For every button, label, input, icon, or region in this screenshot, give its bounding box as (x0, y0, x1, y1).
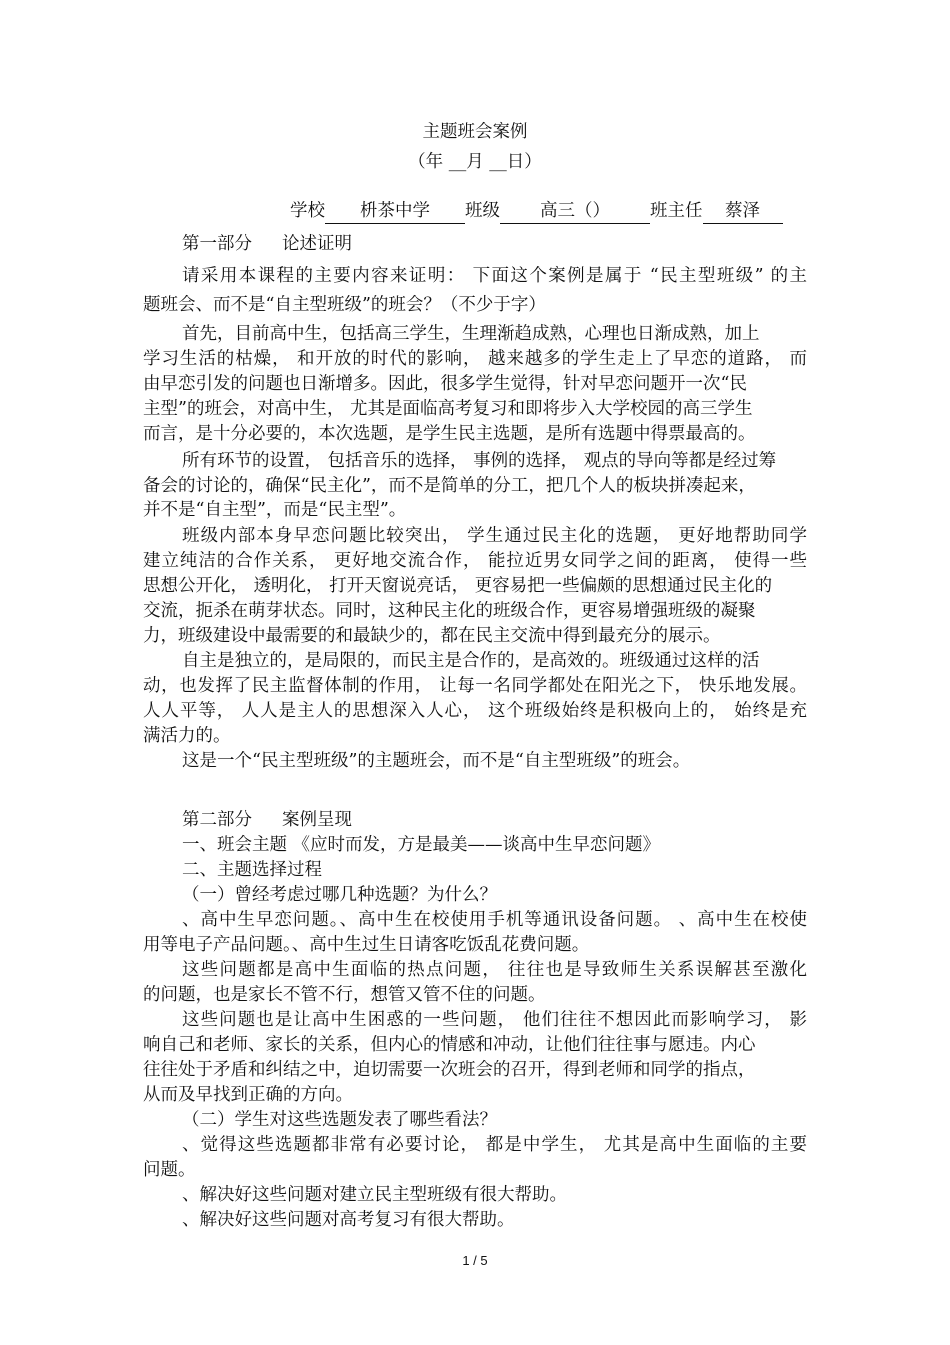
paragraph-line: 力，班级建设中最需要的和最缺少的，都在民主交流中得到最充分的展示。 (143, 626, 721, 646)
class-value: 高三（） (500, 197, 650, 224)
paragraph-line: 往往处于矛盾和纠结之中，迫切需要一次班会的召开，得到老师和同学的指点， (143, 1060, 756, 1080)
paragraph-line: 所有环节的设置， 包括音乐的选择， 事例的选择， 观点的导向等都是经过筹 (182, 451, 777, 471)
paragraph-line: 首先，目前高中生，包括高三学生，生理渐趋成熟，心理也日渐成熟，加上 (182, 324, 760, 344)
school-value: 枡茶中学 (325, 197, 465, 224)
part2-heading-title: 案例呈现 (282, 810, 352, 830)
part1-heading-num: 第一部分 (182, 234, 252, 254)
paragraph-line: 一、班会主题 《应时而发，方是最美——谈高中生早恋问题》 (182, 835, 661, 855)
paragraph-line: 二、主题选择过程 (182, 860, 322, 880)
paragraph-line: 建立纯洁的合作关系， 更好地交流合作， 能拉近男女同学之间的距离， 使得一些 (143, 551, 807, 571)
paragraph-line: 动，也发挥了民主监督体制的作用， 让每一名同学都处在阳光之下， 快乐地发展。 (143, 676, 807, 696)
paragraph-line: 思想公开化， 透明化， 打开天窗说亮话， 更容易把一些偏颇的思想通过民主化的 (143, 576, 773, 596)
part1-heading (182, 236, 352, 254)
paragraph-line: 这些问题都是高中生面临的热点问题， 往往也是导致师生关系误解甚至激化 (182, 960, 807, 980)
paragraph-line: 、解决好这些问题对建立民主型班级有很大帮助。 (182, 1185, 567, 1205)
paragraph-line: 交流，扼杀在萌芽状态。同时，这种民主化的班级合作，更容易增强班级的凝聚 (143, 601, 756, 621)
paragraph-line: 请采用本课程的主要内容来证明： 下面这个案例是属于 “民主型班级” 的主 (182, 266, 807, 286)
date-line: （年 __月 __日） (408, 152, 542, 172)
paragraph-line: 由早恋引发的问题也日渐增多。因此，很多学生觉得，针对早恋问题开一次“民 (143, 374, 747, 394)
paragraph-line: 备会的讨论的，确保“民主化”，而不是简单的分工，把几个人的板块拼凑起来， (143, 476, 756, 496)
paragraph-line: 这是一个“民主型班级”的主题班会，而不是“自主型班级”的班会。 (182, 751, 691, 771)
teacher-value: 蔡泽 (703, 197, 783, 224)
paragraph-line: 、解决好这些问题对高考复习有很大帮助。 (182, 1210, 515, 1230)
school-label: 学校 (290, 201, 325, 221)
paragraph-line: （二）学生对这些选题发表了哪些看法？ (182, 1110, 497, 1130)
part2-heading-num: 第二部分 (182, 810, 252, 830)
paragraph-line: 从而及早找到正确的方向。 (143, 1085, 353, 1105)
info-row (290, 197, 783, 224)
part1-heading-title: 论述证明 (282, 234, 352, 254)
paragraph-line: 题班会、而不是“自主型班级”的班会？（不少于字） (143, 295, 546, 315)
part2-heading (182, 812, 352, 830)
page-number: 1 / 5 (462, 1253, 488, 1268)
paragraph-line: 学习生活的枯燥， 和开放的时代的影响， 越来越多的学生走上了早恋的道路， 而 (143, 349, 807, 369)
paragraph-line: 响自己和老师、家长的关系，但内心的情感和冲动，让他们往往事与愿违。内心 (143, 1035, 756, 1055)
document-title: 主题班会案例 (422, 122, 528, 142)
paragraph-line: 满活力的。 (143, 726, 231, 746)
paragraph-line: 班级内部本身早恋问题比较突出， 学生通过民主化的选题， 更好地帮助同学 (182, 526, 807, 546)
paragraph-line: 并不是“自主型”，而是“民主型”。 (143, 500, 407, 520)
paragraph-line: 、觉得这些选题都非常有必要讨论， 都是中学生， 尤其是高中生面临的主要 (182, 1135, 807, 1155)
teacher-label: 班主任 (650, 201, 703, 221)
paragraph-line: 自主是独立的，是局限的，而民主是合作的，是高效的。班级通过这样的活 (182, 651, 760, 671)
paragraph-line: 主型”的班会，对高中生， 尤其是面临高考复习和即将步入大学校园的高三学生 (143, 399, 753, 419)
paragraph-line: 用等电子产品问题。、高中生过生日请客吃饭乱花费问题。 (143, 935, 590, 955)
paragraph-line: 这些问题也是让高中生困惑的一些问题， 他们往往不想因此而影响学习， 影 (182, 1010, 807, 1030)
paragraph-line: 、高中生早恋问题。、高中生在校使用手机等通讯设备问题。 、高中生在校使 (182, 910, 807, 930)
paragraph-line: 问题。 (143, 1160, 196, 1180)
paragraph-line: 而言，是十分必要的，本次选题，是学生民主选题，是所有选题中得票最高的。 (143, 424, 756, 444)
paragraph-line: 人人平等， 人人是主人的思想深入人心， 这个班级始终是积极向上的， 始终是充 (143, 701, 807, 721)
paragraph-line: 的问题，也是家长不管不行，想管又管不住的问题。 (143, 985, 546, 1005)
class-label: 班级 (465, 201, 500, 221)
paragraph-line: （一）曾经考虑过哪几种选题？为什么？ (182, 885, 497, 905)
